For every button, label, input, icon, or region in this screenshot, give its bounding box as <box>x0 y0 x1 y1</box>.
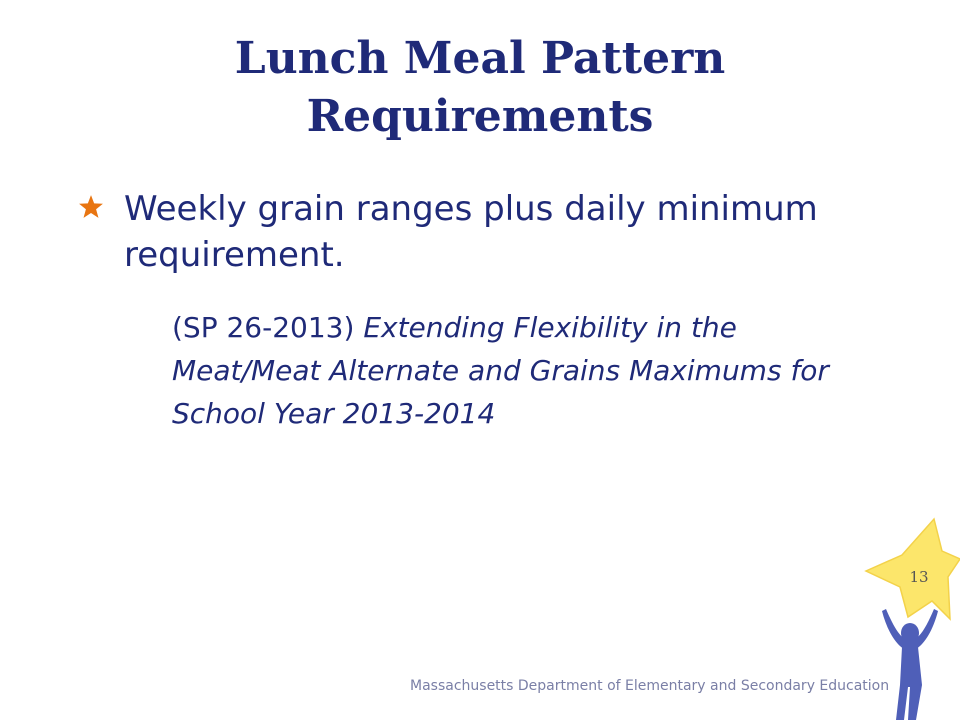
star-bullet-icon <box>78 194 104 220</box>
policy-reference <box>172 306 892 435</box>
policy-code: (SP 26-2013) <box>172 311 355 344</box>
bullet-text: Weekly grain ranges plus daily minimum requirement. <box>124 189 818 275</box>
page-number: 13 <box>909 568 929 586</box>
star-person-logo-icon <box>860 515 960 720</box>
slide-title: Lunch Meal Pattern Requirements <box>234 33 726 142</box>
footer-text: Massachusetts Department of Elementary and Secondary Education <box>410 678 890 694</box>
policy-title: Extending Flexibility in the Meat/Meat Alternate and Grains Maximums for School Year 2013-2014 <box>172 311 829 430</box>
